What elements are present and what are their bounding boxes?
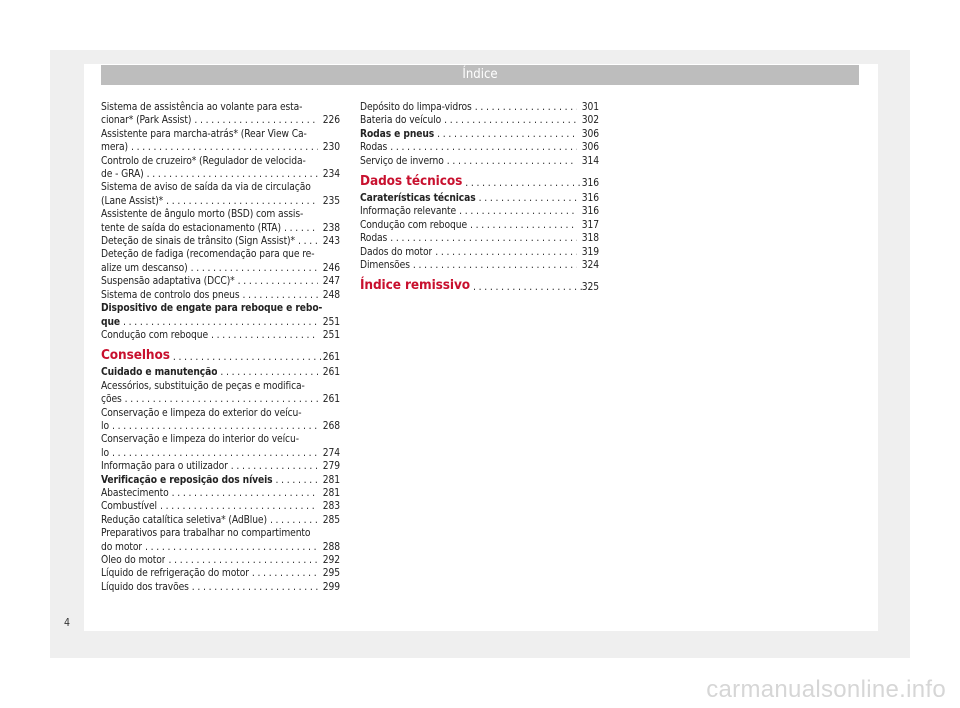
- entry-last-line: [360, 101, 599, 114]
- entry-text: Rodas: [360, 233, 388, 245]
- page-ref: 238: [322, 222, 340, 234]
- toc-entry[interactable]: [360, 114, 599, 127]
- entry-last-line: [101, 474, 340, 487]
- entry-text: que: [101, 316, 121, 328]
- entry-text: ções: [101, 394, 122, 406]
- entry-text: Rodas: [360, 142, 388, 154]
- entry-last-line: [101, 567, 340, 580]
- page-ref: 268: [322, 420, 340, 432]
- entry-text: Bateria do veículo: [360, 115, 442, 127]
- page-ref: 295: [322, 568, 340, 580]
- entry-last-line: [101, 460, 340, 473]
- toc-subheading[interactable]: [101, 366, 340, 379]
- leader-dots: [441, 114, 577, 127]
- toc-entry[interactable]: [101, 487, 340, 500]
- leader-dots: [472, 101, 577, 114]
- leader-dots: [281, 222, 318, 235]
- entry-text: Líquido de refrigeração do motor: [101, 568, 249, 580]
- leader-dots: [191, 114, 318, 127]
- entry-text: Redução catalítica seletiva* (AdBlue): [101, 514, 267, 526]
- entry-text-line: Acessórios, substituição de peças e modifica-: [101, 380, 305, 392]
- page-ref: 274: [322, 447, 340, 459]
- entry-text: lo: [101, 420, 109, 432]
- entry-last-line: [101, 541, 340, 554]
- toc-subheading[interactable]: [101, 302, 340, 329]
- entry-text: Verificação e reposição dos níveis: [101, 474, 273, 486]
- page-ref: 316: [581, 193, 599, 205]
- leader-dots: [434, 128, 577, 141]
- toc-entry[interactable]: [101, 581, 340, 594]
- toc-entry[interactable]: [101, 235, 340, 248]
- entry-text-line: Controlo de cruzeiro* (Regulador de velocida-: [101, 155, 306, 167]
- page-ref: 314: [581, 155, 599, 167]
- entry-last-line: [101, 393, 340, 406]
- page-ref: 235: [322, 195, 340, 207]
- page-ref: 281: [322, 474, 340, 486]
- entry-text: Abastecimento: [101, 487, 169, 499]
- entry-text-line: Conservação e limpeza do exterior do veícu-: [101, 407, 302, 419]
- entry-last-line: [101, 262, 340, 275]
- entry-last-line: [360, 246, 599, 259]
- page-ref: 316: [581, 177, 599, 189]
- leader-dots: [273, 474, 318, 487]
- toc-column-right: [360, 101, 599, 296]
- page-ref: 285: [322, 514, 340, 526]
- entry-text: cionar* (Park Assist): [101, 115, 192, 127]
- toc-entry[interactable]: [101, 289, 340, 302]
- leader-dots: [120, 316, 318, 329]
- entry-text: Líquido dos travões: [101, 581, 189, 593]
- entry-text-line: Preparativos para trabalhar no compartimento: [101, 528, 311, 540]
- entry-last-line: [101, 275, 340, 288]
- entry-text: (Lane Assist)*: [101, 195, 164, 207]
- page-number: 4: [64, 617, 71, 629]
- entry-last-line: [101, 500, 340, 513]
- leader-dots: [444, 155, 577, 168]
- entry-last-line: [101, 554, 340, 567]
- entry-text: do motor: [101, 541, 143, 553]
- entry-text: Serviço de inverno: [360, 155, 444, 167]
- toc-subheading[interactable]: [360, 128, 599, 141]
- page-ref: 292: [322, 555, 340, 566]
- toc-entry[interactable]: [101, 433, 340, 460]
- entry-text: Informação para o utilizador: [101, 461, 228, 473]
- entry-text: lo: [101, 447, 109, 459]
- page-ref: 234: [322, 169, 340, 181]
- leader-dots: [208, 329, 318, 342]
- entry-text-line: Assistente de ângulo morto (BSD) com assis-: [101, 209, 304, 221]
- entry-text: Cuidado e manutenção: [101, 367, 218, 379]
- section-title: Índice remissivo: [360, 277, 471, 294]
- toc-entry[interactable]: [360, 259, 599, 272]
- toc-entry[interactable]: [101, 208, 340, 235]
- page-ref: 306: [581, 128, 599, 140]
- leader-dots: [387, 141, 577, 154]
- page-ref: 230: [322, 142, 340, 154]
- page-ref: 243: [322, 236, 340, 248]
- toc-entry[interactable]: [101, 554, 340, 567]
- toc-entry[interactable]: [101, 460, 340, 473]
- entry-last-line: [360, 128, 599, 141]
- entry-last-line: [360, 259, 599, 272]
- toc-entry[interactable]: [360, 219, 599, 232]
- toc-entry[interactable]: [360, 141, 599, 154]
- entry-text: Rodas e pneus: [360, 128, 435, 140]
- entry-last-line: [360, 141, 599, 154]
- entry-last-line: [101, 222, 340, 235]
- leader-dots: [122, 393, 318, 406]
- page-ref: 283: [322, 501, 340, 513]
- toc-entry[interactable]: [101, 407, 340, 434]
- entry-text: Dados do motor: [360, 246, 433, 258]
- leader-dots: [109, 447, 318, 460]
- toc-entry[interactable]: [101, 181, 340, 208]
- toc-entry[interactable]: [360, 155, 599, 168]
- toc-entry[interactable]: [360, 101, 599, 114]
- leader-dots: [169, 487, 318, 500]
- leader-dots: [189, 581, 318, 594]
- entry-text: Dimensões: [360, 260, 410, 272]
- leader-dots: [456, 205, 577, 218]
- entry-text-line: Dispositivo de engate para reboque e rebo-: [101, 303, 323, 315]
- toc-entry[interactable]: [101, 155, 340, 182]
- leader-dots: [240, 289, 318, 302]
- page-ref: 281: [322, 487, 340, 499]
- page-ref: 319: [581, 246, 599, 258]
- entry-last-line: [101, 195, 340, 208]
- toc-entry[interactable]: [101, 380, 340, 407]
- entry-text: Deteção de sinais de trânsito (Sign Assist)*: [101, 236, 296, 248]
- toc-entry[interactable]: [101, 527, 340, 554]
- watermark: carmanualsonline.info: [706, 676, 946, 703]
- entry-text: Informação relevante: [360, 206, 457, 218]
- entry-text-line: Sistema de assistência ao volante para esta-: [101, 102, 303, 113]
- entry-text: de - GRA): [101, 169, 144, 181]
- leader-dots: [432, 246, 577, 259]
- entry-last-line: [360, 114, 599, 127]
- leader-dots: [467, 219, 577, 232]
- entry-last-line: [360, 205, 599, 218]
- entry-text-line: Assistente para marcha-atrás* (Rear View Ca-: [101, 128, 307, 140]
- leader-dots: [470, 281, 582, 294]
- page-ref: 306: [581, 142, 599, 154]
- leader-dots: [128, 141, 318, 154]
- toc-entry[interactable]: [101, 514, 340, 527]
- entry-last-line: [101, 289, 340, 302]
- entry-last-line: [101, 514, 340, 527]
- page-ref: 226: [322, 115, 340, 127]
- entry-text: Depósito do limpa-vidros: [360, 102, 472, 113]
- page-ref: 316: [581, 206, 599, 218]
- entry-text: Sistema de controlo dos pneus: [101, 289, 240, 301]
- section-title: Conselhos: [101, 347, 170, 364]
- toc-entry[interactable]: [101, 329, 340, 342]
- leader-dots: [387, 232, 577, 245]
- entry-last-line: [101, 420, 340, 433]
- page-ref: 251: [322, 329, 340, 341]
- entry-text: Óleo do motor: [101, 555, 166, 566]
- entry-last-line: [360, 219, 599, 232]
- page-ref: 279: [322, 461, 340, 473]
- toc-section-heading[interactable]: [360, 173, 599, 190]
- entry-text-line: Deteção de fadiga (recomendação para que re-: [101, 249, 315, 261]
- toc-entry[interactable]: [101, 500, 340, 513]
- page-ref: 301: [581, 102, 599, 113]
- page-ref: 247: [322, 276, 340, 288]
- toc-entry[interactable]: [101, 275, 340, 288]
- page-ref: 261: [322, 394, 340, 406]
- leader-dots: [235, 275, 318, 288]
- entry-text: Condução com reboque: [101, 329, 208, 341]
- entry-text-line: Conservação e limpeza do interior do veícu-: [101, 434, 299, 446]
- leader-dots: [267, 514, 318, 527]
- entry-text: Condução com reboque: [360, 219, 467, 231]
- leader-dots: [217, 366, 318, 379]
- toc-entry[interactable]: [360, 205, 599, 218]
- page-ref: 302: [581, 115, 599, 127]
- section-title: Dados técnicos: [360, 173, 463, 190]
- toc-entry[interactable]: [360, 246, 599, 259]
- page-ref: 288: [322, 541, 340, 553]
- page-ref: 261: [322, 367, 340, 379]
- leader-dots: [142, 541, 318, 554]
- entry-last-line: [360, 192, 599, 205]
- entry-last-line: [101, 487, 340, 500]
- entry-text: Caraterísticas técnicas: [360, 193, 476, 205]
- toc-entry[interactable]: [101, 567, 340, 580]
- page-ref: 246: [322, 262, 340, 274]
- page-ref: 325: [581, 282, 599, 294]
- entry-last-line: [101, 235, 340, 248]
- leader-dots: [165, 554, 318, 567]
- toc-entry[interactable]: [101, 128, 340, 155]
- leader-dots: [109, 420, 318, 433]
- leader-dots: [157, 500, 318, 513]
- leader-dots: [476, 192, 577, 205]
- entry-last-line: [101, 168, 340, 181]
- leader-dots: [410, 259, 577, 272]
- toc-subheading[interactable]: [101, 474, 340, 487]
- toc-entry[interactable]: [101, 101, 340, 128]
- toc-entry[interactable]: [360, 232, 599, 245]
- leader-dots: [249, 567, 318, 580]
- leader-dots: [188, 262, 318, 275]
- page-ref: 248: [322, 289, 340, 301]
- entry-last-line: [101, 114, 340, 127]
- toc-subheading[interactable]: [360, 192, 599, 205]
- page-ref: 317: [581, 219, 599, 231]
- page-ref: 318: [581, 233, 599, 245]
- leader-dots: [295, 235, 318, 248]
- entry-last-line: [360, 155, 599, 168]
- toc-column-left: [101, 101, 340, 594]
- page-ref: 299: [322, 581, 340, 593]
- entry-last-line: [101, 447, 340, 460]
- entry-last-line: [101, 329, 340, 342]
- leader-dots: [228, 460, 318, 473]
- entry-last-line: [101, 141, 340, 154]
- toc-entry[interactable]: [101, 248, 340, 275]
- toc-section-heading[interactable]: [101, 347, 340, 364]
- entry-text: mera): [101, 142, 129, 154]
- entry-last-line: [101, 366, 340, 379]
- page-ref: 251: [322, 316, 340, 328]
- entry-text-line: Sistema de aviso de saída da via de circulação: [101, 182, 311, 194]
- toc-section-heading[interactable]: [360, 277, 599, 294]
- page-ref: 261: [322, 351, 340, 363]
- entry-last-line: [101, 316, 340, 329]
- entry-text: alize um descanso): [101, 262, 188, 274]
- leader-dots: [462, 177, 582, 190]
- leader-dots: [163, 195, 318, 208]
- entry-text: Combustível: [101, 501, 157, 513]
- entry-last-line: [360, 232, 599, 245]
- page-ref: 324: [581, 260, 599, 272]
- page-header: Índice: [101, 65, 859, 85]
- entry-text: Suspensão adaptativa (DCC)*: [101, 276, 235, 288]
- leader-dots: [170, 351, 323, 364]
- entry-text: tente de saída do estacionamento (RTA): [101, 222, 281, 234]
- leader-dots: [144, 168, 318, 181]
- entry-last-line: [101, 581, 340, 594]
